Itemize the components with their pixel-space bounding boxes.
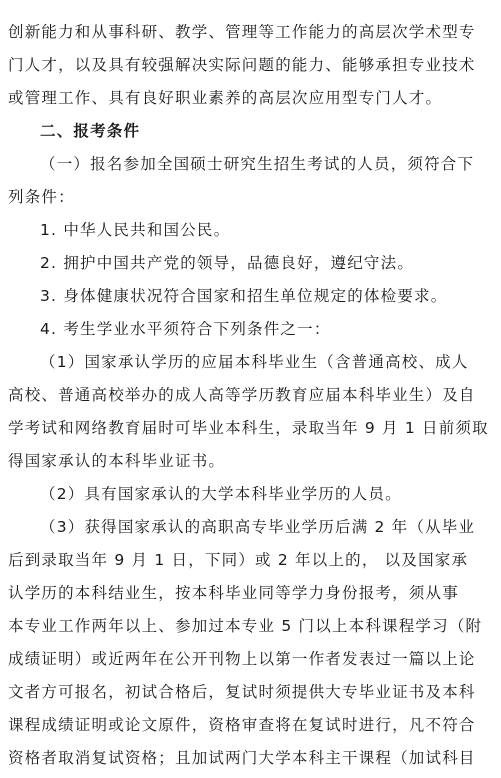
text-line: 后到录取当年 9 月 1 日，下同）或 2 年以上的， 以及国家承	[8, 551, 469, 569]
text-line: 学考试和网络教育届时可毕业本科生，录取当年 9 月 1 日前须取	[8, 419, 489, 437]
section-heading: 二、报考条件	[40, 122, 141, 140]
text-line: 2. 拥护中国共产党的领导，品德良好，遵纪守法。	[40, 254, 415, 272]
text-line: 本专业工作两年以上、参加过本专业 5 门以上本科课程学习（附	[8, 617, 483, 635]
text-line: 门人才，以及具有较强解决实际问题的能力、能够承担专业技术	[8, 56, 476, 74]
text-line: （1）国家承认学历的应届本科毕业生（含普通高校、成人	[40, 353, 469, 371]
text-line: 创新能力和从事科研、教学、管理等工作能力的高层次学术型专	[8, 23, 476, 41]
text-line: 认学历的本科结业生，按本科毕业同等学力身份报考，须从事	[8, 584, 459, 602]
text-line: 列条件：	[8, 188, 75, 206]
text-line: 4. 考生学业水平须符合下列条件之一：	[40, 320, 331, 338]
text-line: （一）报名参加全国硕士研究生招生考试的人员，须符合下	[40, 155, 475, 173]
text-line: 课程成绩证明或论文原件，资格审查将在复试时进行，凡不符合	[8, 716, 476, 734]
text-line: 1. 中华人民共和国公民。	[40, 221, 231, 239]
text-line: 得国家承认的本科毕业证书。	[8, 452, 226, 470]
text-line: 或管理工作、具有良好职业素养的高层次应用型专门人才。	[8, 89, 443, 107]
text-line: （3）获得国家承认的高职高专毕业学历后满 2 年（从毕业	[40, 518, 476, 536]
text-line: 高校、普通高校举办的成人高等学历教育应届本科毕业生）及自	[8, 386, 476, 404]
text-line: 文者方可报名，初试合格后，复试时须提供大专毕业证书及本科	[8, 683, 476, 701]
text-line: 3. 身体健康状况符合国家和招生单位规定的体检要求。	[40, 287, 448, 305]
text-line: （2）具有国家承认的大学本科毕业学历的人员。	[40, 485, 402, 503]
text-line: 成绩证明）或近两年在公开刊物上以第一作者发表过一篇以上论	[8, 650, 476, 668]
text-line: 资格者取消复试资格；且加试两门大学本科主干课程（加试科目	[8, 749, 476, 767]
